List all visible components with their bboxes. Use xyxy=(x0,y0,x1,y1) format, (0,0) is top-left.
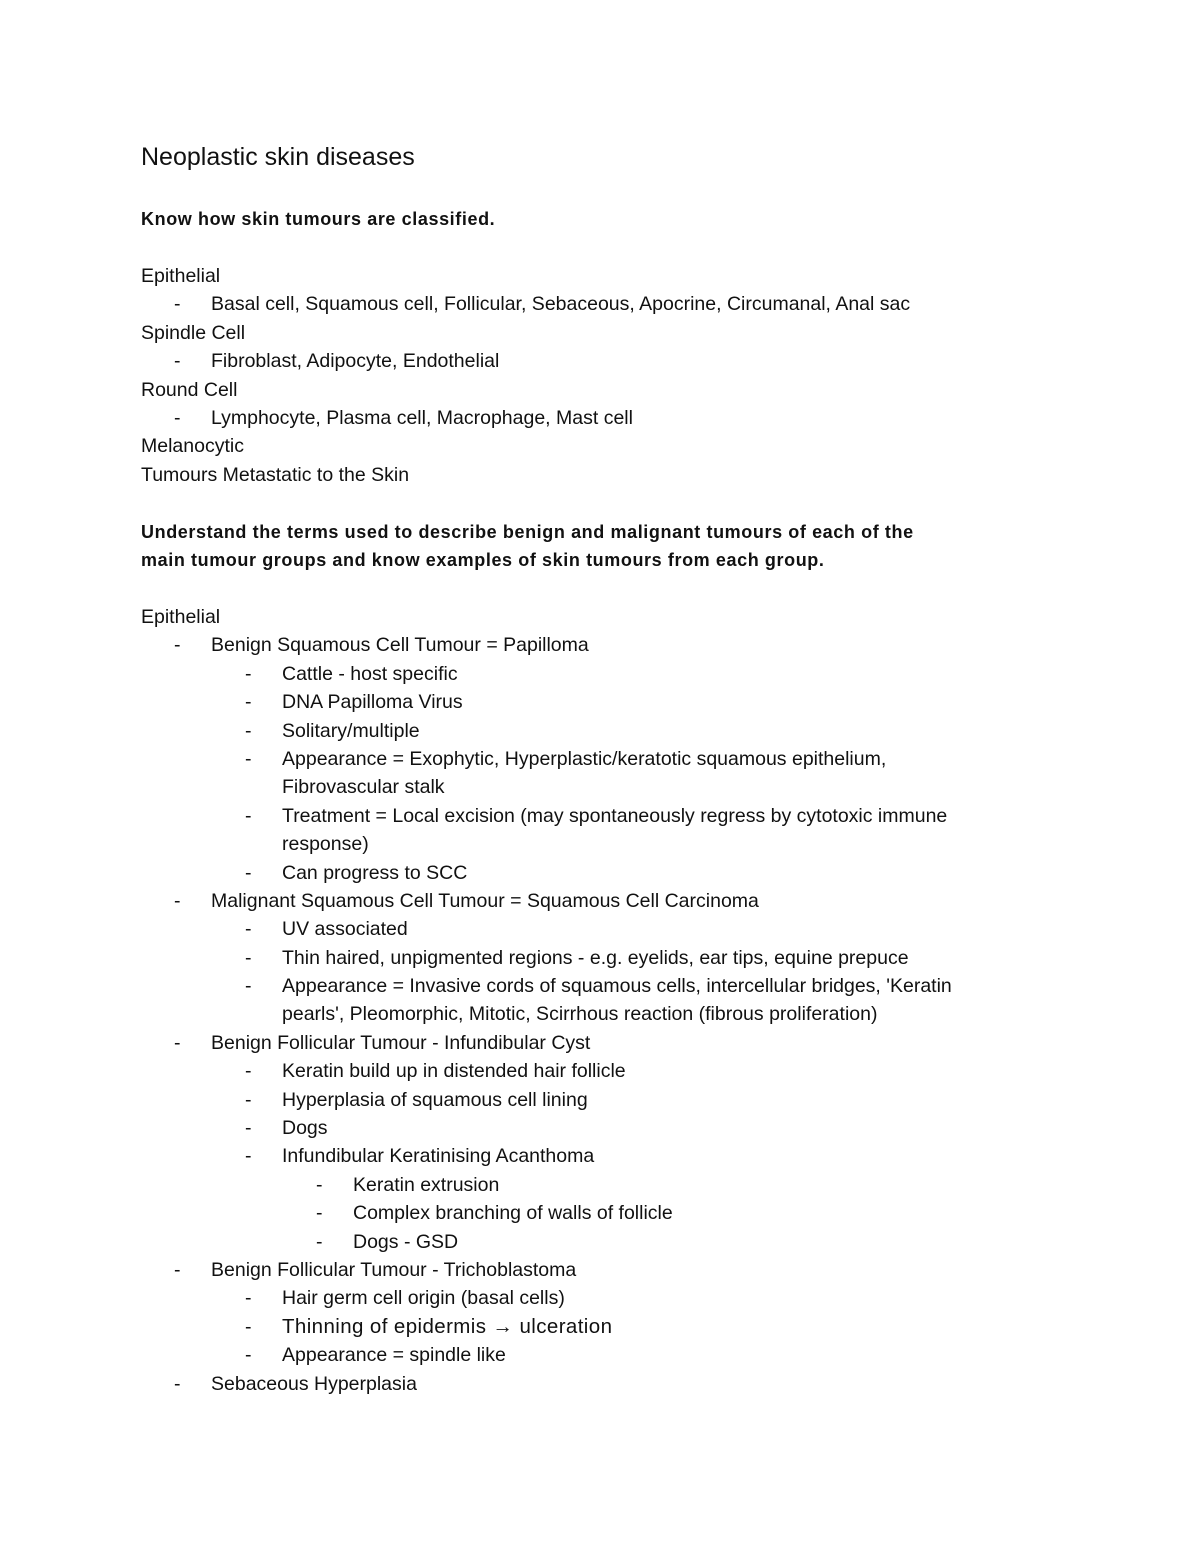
page-title: Neoplastic skin diseases xyxy=(141,143,415,171)
bullet-dash: - xyxy=(245,975,252,998)
heading-terms-line-1: Understand the terms used to describe benign and malignant tumours of each of the xyxy=(141,522,914,542)
list-item-text: Infundibular Keratinising Acanthoma xyxy=(282,1145,595,1168)
bullet-dash: - xyxy=(245,1344,252,1367)
list-item-text: Dogs xyxy=(282,1117,328,1140)
list-item-text: Benign Follicular Tumour - Infundibular Cyst xyxy=(211,1031,591,1054)
list-item xyxy=(141,1228,1041,1256)
bullet-dash: - xyxy=(245,662,252,685)
list-item xyxy=(141,1114,1041,1142)
bullet-dash: - xyxy=(174,406,181,429)
bullet-dash: - xyxy=(245,747,252,770)
heading-terms xyxy=(141,518,914,575)
list-item xyxy=(141,1370,1041,1398)
heading-terms-line-2: main tumour groups and know examples of skin tumours from each group. xyxy=(141,550,825,571)
bullet-dash: - xyxy=(174,1372,181,1395)
list-item-text: Hyperplasia of squamous cell lining xyxy=(282,1088,588,1111)
list-item-text: Can progress to SCC xyxy=(282,861,468,884)
list-item xyxy=(141,830,1041,858)
list-item-text: Thinning of epidermis → ulceration xyxy=(282,1314,613,1338)
list-item xyxy=(141,915,1041,943)
bullet-dash: - xyxy=(245,1145,252,1168)
list-item xyxy=(141,859,1041,887)
list-item xyxy=(141,1256,1041,1284)
bullet-dash: - xyxy=(245,1287,252,1310)
list-item-text: Fibroblast, Adipocyte, Endothelial xyxy=(211,350,500,373)
list-item-text: Melanocytic xyxy=(141,435,244,458)
list-item xyxy=(141,603,1041,631)
list-item-text: Treatment = Local excision (may spontaneously regress by cytotoxic immune xyxy=(282,804,948,827)
list-item xyxy=(141,290,1041,318)
list-item xyxy=(141,1000,1041,1028)
list-item-text: Epithelial xyxy=(141,265,221,287)
list-item-text: UV associated xyxy=(282,918,408,941)
list-item xyxy=(141,1171,1041,1199)
list-item-text: Benign Squamous Cell Tumour = Papilloma xyxy=(211,634,589,657)
list-item-text: Cattle - host specific xyxy=(282,662,458,685)
bullet-dash: - xyxy=(174,634,181,657)
bullet-dash: - xyxy=(245,1088,252,1111)
list-item xyxy=(141,802,1041,830)
list-item xyxy=(141,376,1041,404)
list-item-text: Fibrovascular stalk xyxy=(282,776,445,799)
list-item xyxy=(141,1086,1041,1114)
list-item xyxy=(141,1199,1041,1227)
list-item xyxy=(141,887,1041,915)
bullet-dash: - xyxy=(245,691,252,714)
bullet-dash: - xyxy=(316,1202,323,1225)
list-item-text: Tumours Metastatic to the Skin xyxy=(141,463,410,486)
list-item xyxy=(141,1142,1041,1170)
list-item xyxy=(141,404,1041,432)
list-item-text: Keratin build up in distended hair follicle xyxy=(282,1060,626,1083)
list-item xyxy=(141,631,1041,659)
list-item-text: response) xyxy=(282,833,369,856)
bullet-dash: - xyxy=(174,1258,181,1281)
list-item xyxy=(141,660,1041,688)
list-item-text: Appearance = spindle like xyxy=(282,1344,506,1367)
list-item-text: Lymphocyte, Plasma cell, Macrophage, Mast cell xyxy=(211,406,633,429)
classification-list xyxy=(141,262,1041,489)
list-item xyxy=(141,347,1041,375)
list-item xyxy=(141,432,1041,460)
bullet-dash: - xyxy=(174,350,181,373)
list-item-text: Thin haired, unpigmented regions - e.g. eyelids, ear tips, equine prepuce xyxy=(282,946,909,969)
bullet-dash: - xyxy=(245,804,252,827)
list-item-text: Benign Follicular Tumour - Trichoblastoma xyxy=(211,1258,577,1281)
heading-classification: Know how skin tumours are classified. xyxy=(141,209,496,229)
list-item-text: Dogs - GSD xyxy=(353,1230,459,1253)
list-item-text: Complex branching of walls of follicle xyxy=(353,1202,673,1225)
list-item xyxy=(141,944,1041,972)
list-item xyxy=(141,688,1041,716)
list-item xyxy=(141,1057,1041,1085)
list-item-text: Round Cell xyxy=(141,378,238,401)
bullet-dash: - xyxy=(245,1117,252,1140)
list-item-text: Malignant Squamous Cell Tumour = Squamous Cell Carcinoma xyxy=(211,889,759,912)
list-item xyxy=(141,1029,1041,1057)
list-item-text: Keratin extrusion xyxy=(353,1173,500,1196)
list-item xyxy=(141,773,1041,801)
bullet-dash: - xyxy=(245,1315,252,1338)
bullet-dash: - xyxy=(245,946,252,969)
bullet-dash: - xyxy=(245,861,252,884)
bullet-dash: - xyxy=(245,719,252,742)
bullet-dash: - xyxy=(316,1173,323,1196)
bullet-dash: - xyxy=(174,889,181,912)
bullet-dash: - xyxy=(316,1230,323,1253)
list-item-text: Hair germ cell origin (basal cells) xyxy=(282,1287,565,1310)
list-item xyxy=(141,461,1041,489)
list-item-text: DNA Papilloma Virus xyxy=(282,691,463,714)
list-item-text: Sebaceous Hyperplasia xyxy=(211,1372,417,1395)
list-item-text: Appearance = Exophytic, Hyperplastic/keratotic squamous epithelium, xyxy=(282,747,887,770)
list-item xyxy=(141,262,1041,290)
bullet-dash: - xyxy=(174,293,181,316)
list-item xyxy=(141,319,1041,347)
list-item-text: Spindle Cell xyxy=(141,321,246,344)
list-item-text: Appearance = Invasive cords of squamous cells, intercellular bridges, 'Keratin xyxy=(282,975,952,998)
list-item-text: Solitary/multiple xyxy=(282,719,420,742)
list-item xyxy=(141,972,1041,1000)
list-item-text: pearls', Pleomorphic, Mitotic, Scirrhous reaction (fibrous proliferation) xyxy=(282,1003,878,1026)
list-item xyxy=(141,717,1041,745)
list-item-text: Basal cell, Squamous cell, Follicular, Sebaceous, Apocrine, Circumanal, Anal sac xyxy=(211,293,911,316)
list-item xyxy=(141,1313,1041,1341)
bullet-dash: - xyxy=(174,1031,181,1054)
epithelial-details-list xyxy=(141,603,1041,1398)
bullet-dash: - xyxy=(245,1060,252,1083)
bullet-dash: - xyxy=(245,918,252,941)
list-item xyxy=(141,1284,1041,1312)
list-item-text: Epithelial xyxy=(141,606,221,628)
list-item xyxy=(141,1341,1041,1369)
list-item xyxy=(141,745,1041,773)
